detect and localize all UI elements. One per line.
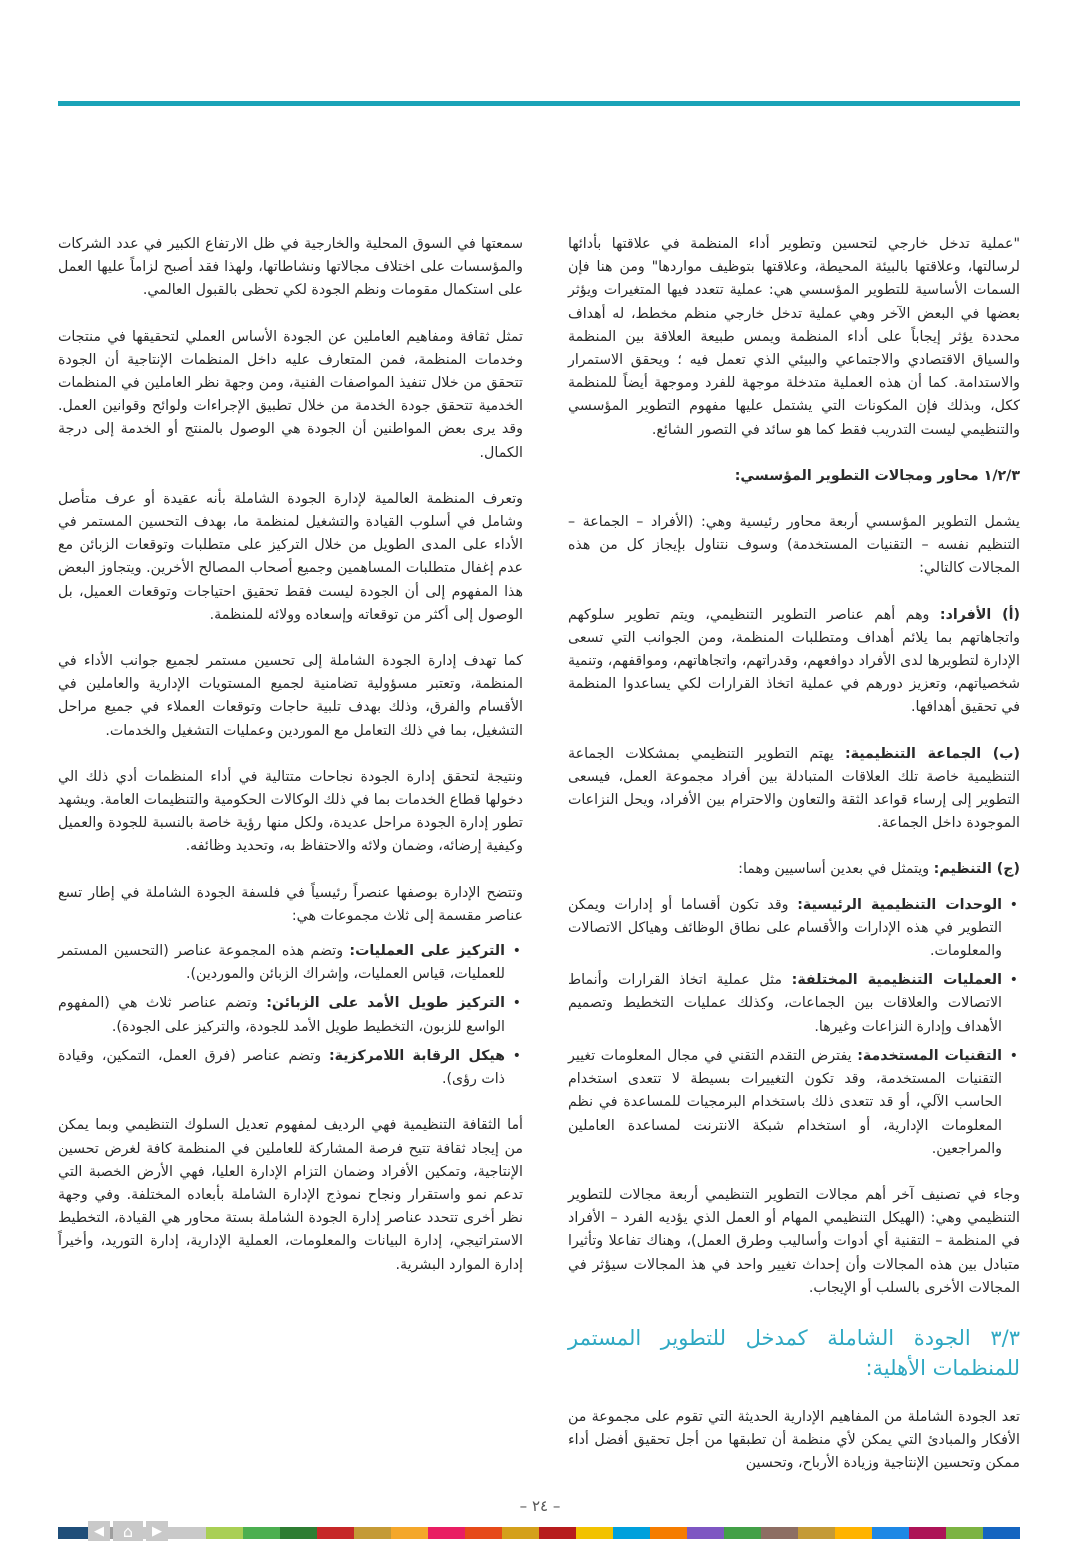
footer-color-segment	[798, 1527, 835, 1539]
list-item: • الوحدات التنظيمية الرئيسية: وقد تكون أقساما أو إدارات ويمكن التطوير في هذه الإدارات والأقسام على نطاق الوظائف وهياكل الاتصالات والمعلومات.	[568, 894, 1002, 964]
footer-color-segment	[502, 1527, 539, 1539]
footer-color-segment	[724, 1527, 761, 1539]
footer-color-segment	[909, 1527, 946, 1539]
footer-color-segment	[169, 1527, 206, 1539]
paragraph-group	[568, 743, 1020, 836]
footer-color-segment	[428, 1527, 465, 1539]
paragraph-org-culture: أما الثقافة التنظيمية فهي الرديف لمفهوم تعديل السلوك التنظيمي وبما يمكن من إيجاد ثقافة تتيح فرصة المشاركة للعاملين في المنظمة كافة لغرض تحسين الإنتاجية، وتمكين الأفراد وضمان التزام الإدارة العليا، فهي الأرض الخصبة التي تدعم نمو واستقرار ونجاح نموذج الإدارة الشاملة بأبعاده المختلفة. وفي وجهة نظر أخرى تتحدد عناصر إدارة الجودة الشاملة بستة محاور هي القيادة، التخطيط الاستراتيجي، إدارة البيانات والمعلومات، العملية الإدارية، إدارة التوريد، وأخيراً إدارة الموارد البشرية.	[58, 1117, 523, 1273]
next-page-button[interactable]	[146, 1521, 168, 1541]
paragraph-nine-elements: وتتضح الإدارة بوصفها عنصراً رئيسياً في فلسفة الجودة الشاملة في إطار تسع عناصر مقسمة إلى ثلاث مجموعات هي:	[58, 884, 523, 924]
heading-axes: ١/٢/٣ محاور ومجالات التطوير المؤسسي:	[734, 467, 1020, 484]
footer-color-segment	[317, 1527, 354, 1539]
paragraph-intro: "عملية تدخل خارجي لتحسين وتطوير أداء المنظمة في علاقتها بأدائها لرسالتها، وعلاقتها بالبيئة المحيطة، وعلاقتها بتوظيف مواردها" ومن هنا فإن السمات الأساسية للتطوير المؤسسي هي: عملية تتعدد فيها المتغيرات ويؤثر بعضها في البعض الآخر وهي عملية تدخل خارجي منظم مخطط، له أهداف محددة يؤثر إيجاباً على أداء المنظمة ويمس طبيعة العلاقة بين المنظمة والسياق الاقتصادي والاجتماعي والبيئي الذي تعمل فيه ؛ ويحقق الاستمرار والاستدامة. كما أن هذه العملية متدخلة موجهة للفرد وموجهة أيضاً للمنظمة ككل، وبذلك فإن المكونات التي يشتمل عليها مفهوم التطوير المؤسسي والتنظيمي ليست التدريب فقط كما هو سائد في التصور الشائع.	[568, 236, 1020, 438]
paragraph-individuals	[568, 604, 1020, 720]
paragraph-tqm-goal: كما تهدف إدارة الجودة الشاملة إلى تحسين مستمر لجميع جوانب الأداء في المنظمة، وتعتبر مسؤولية تضامنية لجميع المستويات الإدارية والعاملين في الأقسام والفرق، وذلك بهدف تلبية حاجات وتوقعات العملاء في جميع مراحل التشغيل، بما في ذلك التعامل مع الموردين وعمليات التشغيل والخدمات.	[58, 653, 523, 739]
footer-color-segment	[354, 1527, 391, 1539]
text-group: يهتم التطوير التنظيمي بمشكلات الجماعة التنظيمية خاصة تلك العلاقات المتبادلة بين أفراد مجموعة العمل، فيسعى التطوير إلى إرساء قواعد الثقة والتعاون والاحترام بين الأفراد، ويحل النزاعات الموجودة داخل الجماعة.	[568, 745, 1020, 832]
arrow-left-icon: ◀	[94, 1523, 104, 1539]
paragraph-classification: وجاء في تصنيف آخر أهم مجالات التطوير التنظيمي أربعة مجالات للتطوير التنظيمي وهي: (الهيكل التنظيمي المهام أو العمل الذي يؤديه الفرد – الأفراد في المنظمة – التقنية أي أدوات وأساليب وطرق العمل)، وهناك تفاعلا وتأثيرا متبادل بين هذه المجالات وأن إحداث تغيير واحد في هذ المجالات سيؤثر في المجالات الأخرى بالسلب أو الإيجاب.	[568, 1186, 1020, 1296]
footer-color-segment	[613, 1527, 650, 1539]
footer-color-segment	[576, 1527, 613, 1539]
footer-color-segment	[280, 1527, 317, 1539]
elements-bullet-list	[58, 940, 523, 1091]
paragraph-tqm-definition: وتعرف المنظمة العالمية لإدارة الجودة الشاملة بأنه عقيدة أو عرف متأصل وشامل في أسلوب القيادة والتشغيل لمنظمة ما، بهدف التحسين المستمر في الأداء على المدى الطويل من خلال التركيز على متطلبات وتوقعات الزبائن مع عدم إغفال متطلبات المساهمين وجميع أصحاب المصالح الأخرين. ويتجاوز البعض هذا المفهوم إلى أن الجودة ليست فقط تحقيق احتياجات وتوقعات العميل، بل الوصول إلى أكثر من توقعاته وإسعاده وولائه للمنظمة.	[58, 490, 523, 623]
org-bullet-list	[568, 894, 1020, 1161]
footer-color-segment	[465, 1527, 502, 1539]
home-button[interactable]	[113, 1521, 143, 1541]
footer-color-segment	[872, 1527, 909, 1539]
footer-color-segment	[983, 1527, 1020, 1539]
label-org: (ج) التنظيم:	[933, 861, 1020, 878]
label-individuals: (أ) الأفراد:	[939, 606, 1020, 623]
list-item: • التقنيات المستخدمة: يفترض التقدم التقني في مجال المعلومات تغيير التقنيات المستخدمة، وقد تكون التغييرات بسيطة لا تتعدى استخدام الحاسب الآلي، أو قد تتعدى ذلك باستخدام البرمجيات للمساعدة في نظم المعلومات الإدارية، أو استخدام شبكة الانترنت لمساعدة العاملين والمراجعين.	[568, 1045, 1002, 1161]
right-column	[568, 233, 1020, 1499]
heading-tqm: ٣/٣ الجودة الشاملة كمدخل للتطوير المستمر للمنظمات الأهلية:	[568, 1325, 1020, 1380]
footer-color-segment	[761, 1527, 798, 1539]
footer-color-segment	[539, 1527, 576, 1539]
footer-color-segment	[687, 1527, 724, 1539]
label-group: (ب) الجماعة التنظيمية:	[844, 745, 1021, 762]
footer-color-segment	[650, 1527, 687, 1539]
page-number: – ٢٤ –	[519, 1497, 561, 1515]
footer-color-segment	[835, 1527, 872, 1539]
home-icon: ⌂	[122, 1521, 134, 1541]
paragraph-axes-intro: يشمل التطوير المؤسسي أربعة محاور رئيسية وهي: (الأفراد – الجماعة – التنظيم نفسه – التقنيات المستخدمة) وسوف نتناول بإيجاز كل من هذه المجالات كالتالي:	[568, 514, 1020, 577]
top-accent-rule	[58, 101, 1020, 106]
text-individuals: وهم أهم عناصر التطوير التنظيمي، ويتم تطوير سلوكهم واتجاهاتهم بما يلائم أهداف ومتطلبات المنظمة، ومن الجوانب التي تسعى الإدارة لتطويرها لدى الأفراد دوافعهم، وقدراتهم، واتجاهاتهم، ومواقفهم، وتنمية شخصياتهم، وتعزيز دورهم في عملية اتخاذ القرارات لكي يساعدوا المنظمة في تحقيق أهدافها.	[568, 606, 1020, 716]
left-column	[58, 233, 523, 1300]
paragraph-reputation: سمعتها في السوق المحلية والخارجية في ظل الارتفاع الكبير في عدد الشركات والمؤسسات على اختلاف مجالاتها ونشاطاتها، ولهذا فقد أصبح لزاماً عليها العمل على استكمال مقومات ونظم الجودة لكي تحظى بالقبول العالمي.	[58, 236, 523, 299]
text-org: ويتمثل في بعدين أساسيين وهما:	[738, 861, 934, 878]
list-item: • التركيز على العمليات: وتضم هذه المجموعة عناصر (التحسين المستمر للعمليات، قياس العمليات، وإشراك الزبائن والموردين).	[58, 940, 505, 986]
paragraph-quality-culture: تمثل ثقافة ومفاهيم العاملين عن الجودة الأساس العملي لتحقيقها في منتجات وخدمات المنظمة، فمن المتعارف عليه داخل المنظمات الإنتاجية أن الجودة تتحقق من خلال تنفيذ المواصفات الفنية، ومن وجهة نظر العاملين في المنظمات الخدمية تتحقق جودة الخدمة من خلال تطبيق الإجراءات ولوائح وقوانين العمل. وقد يرى بعض المواطنين أن الجودة هي الوصول بالمنتج أو الخدمة إلى درجة الكمال.	[58, 328, 523, 461]
arrow-right-icon: ▶	[152, 1523, 162, 1539]
footer-color-segment	[391, 1527, 428, 1539]
prev-page-button[interactable]	[88, 1521, 110, 1541]
footer-color-segment	[243, 1527, 280, 1539]
list-item: • العمليات التنظيمية المختلفة: مثل عملية اتخاذ القرارات وأنماط الاتصالات والعلاقات بين الجماعات، وكذلك عمليات التخطيط وتصميم الأهداف وإدارة النزاعات وغيرها.	[568, 969, 1002, 1039]
footer-color-segment	[206, 1527, 243, 1539]
paragraph-tqm-success: ونتيجة لتحقق إدارة الجودة نجاحات متتالية في أداء المنظمات أدي ذلك الي دخولها قطاع الخدمات بما في ذلك الوكالات الحكومية والتنظيمات العامة. ويشهد تطور إدارة الجودة مراحل عديدة، ولكل منها رؤية خاصة بالنسبة للجودة والعميل وكيفية إرضائه، وضمان ولائه والاحتفاظ به، وتحديد وظائفه.	[58, 768, 523, 855]
footer-color-bar	[58, 1527, 1020, 1539]
paragraph-tqm-intro: تعد الجودة الشاملة من المفاهيم الإدارية الحديثة التي تقوم على مجموعة من الأفكار والمبادئ التي يمكن لأي منظمة أن تطبقها من أجل تحقيق أفضل أداء ممكن وتحسين الإنتاجية وزيادة الأرباح، وتحسين	[568, 1408, 1020, 1472]
footer-color-segment	[946, 1527, 983, 1539]
paragraph-org	[568, 858, 1020, 881]
list-item: • هيكل الرقابة اللامركزية: وتضم عناصر (فرق العمل، التمكين، وقيادة ذات رؤى).	[58, 1045, 505, 1091]
list-item: • التركيز طويل الأمد على الزبائن: وتضم عناصر ثلاث هي (المفهوم الواسع للزبون، التخطيط طويل الأمد للجودة، والتركيز على الجودة).	[58, 992, 505, 1038]
